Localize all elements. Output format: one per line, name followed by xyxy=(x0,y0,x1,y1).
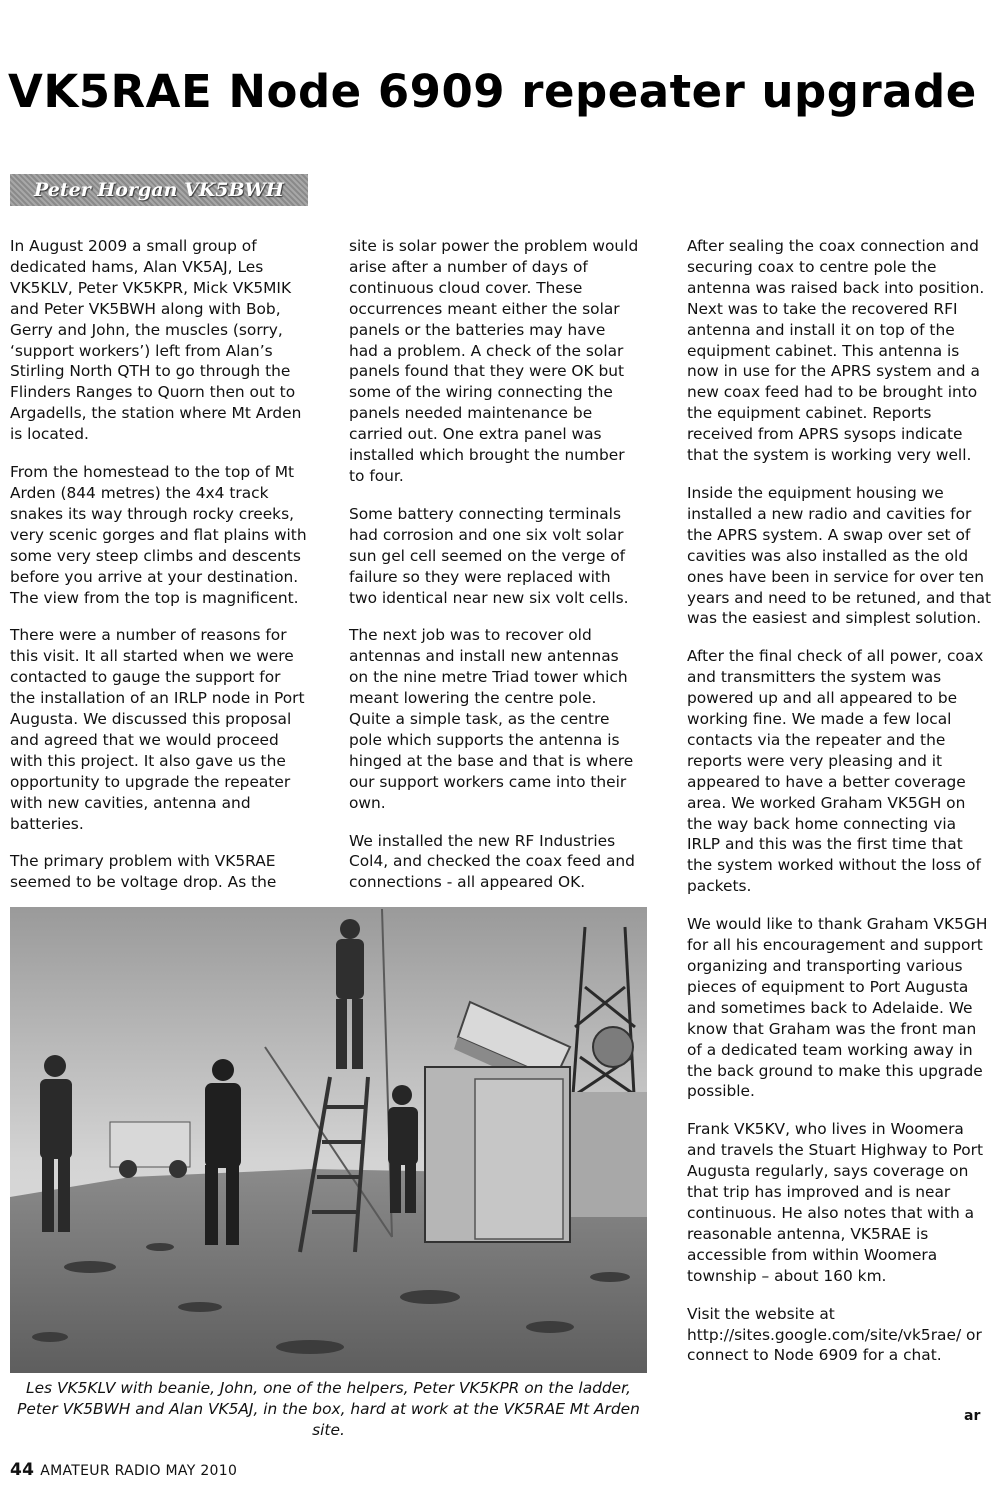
paragraph: After the final check of all power, coax and transmitters the system was powered up and all appeared to be working fine. We made a few local contacts via the repeater and the reports were very pleasing and it appeared to have a better coverage area. We worked Graham VK5GH on the way back home connecting via IRLP and this was the first time that the system worked without the loss of packets. xyxy=(687,647,984,896)
text-column-2 xyxy=(349,236,639,910)
paragraph: There were a number of reasons for this visit. It all started when we were contacted to gauge the support for the installation of an IRLP node in Port Augusta. We discussed this proposal and agreed that we would proceed with this project. It also gave us the opportunity to upgrade the repeater with new cavities, antenna and batteries. xyxy=(10,626,305,833)
paragraph: After sealing the coax connection and securing coax to centre pole the antenna was raised back into position. Next was to take the recovered RFI antenna and install it on top of the equipment cabinet. This antenna is now in use for the APRS system and a new coax feed had to be brought into the equipment cabinet. Reports received from APRS sysops indicate that the system is working very well. xyxy=(687,237,985,465)
paragraph: From the homestead to the top of Mt Arden (844 metres) the 4x4 track snakes its way through rocky creeks, very scenic gorges and flat plains with some very steep climbs and descents before you arrive at your destination. The view from the top is magnificent. xyxy=(10,463,307,607)
paragraph: The next job was to recover old antennas and install new antennas on the nine metre Triad tower which meant lowering the centre pole. Quite a simple task, as the centre pole which supports the antenna is hinged at the base and that is where our support workers came into their own. xyxy=(349,626,634,812)
paragraph: site is solar power the problem would arise after a number of days of continuous cloud cover. These occurrences meant either the solar panels or the batteries may have had a problem. A check of the solar panels found that they were OK but some of the wiring connecting the panels needed maintenance be carried out. One extra panel was installed which brought the number to four. xyxy=(349,237,639,485)
paragraph: Visit the website at http://sites.google.com/site/vk5rae/ or connect to Node 6909 for a chat. xyxy=(687,1304,982,1365)
paragraph: We installed the new RF Industries Col4, and checked the coax feed and connections - all appeared OK. xyxy=(349,831,635,892)
paragraph: The primary problem with VK5RAE seemed to be voltage drop. As the xyxy=(10,852,277,892)
page-number: 44 xyxy=(10,1460,35,1480)
paragraph: In August 2009 a small group of dedicated hams, Alan VK5AJ, Les VK5KLV, Peter VK5KPR, Mick VK5MIK and Peter VK5BWH along with Bob, Gerry and John, the muscles (sorry, ‘support workers’) left from Alan’s Stirling North QTH to go through the Flinders Ranges to Quorn then out to Argadells, the station where Mt Arden is located. xyxy=(10,237,302,444)
paragraph: We would like to thank Graham VK5GH for all his encouragement and support organizing and transporting various pieces of equipment to Port Augusta and sometimes back to Adelaide. We know that Graham was the front man of a dedicated team working away in the back ground to make this upgrade possible. xyxy=(687,915,988,1101)
paragraph: Frank VK5KV, who lives in Woomera and travels the Stuart Highway to Port Augusta regularly, says coverage on that trip has improved and is near continuous. He also notes that with a reasonable antenna, VK5RAE is accessible from within Woomera township – about 160 km. xyxy=(687,1120,984,1285)
article-end-mark: ar xyxy=(964,1408,981,1424)
site-photo xyxy=(10,907,647,1373)
article-title: VK5RAE Node 6909 repeater upgrade xyxy=(8,65,977,118)
paragraph: Some battery connecting terminals had corrosion and one six volt solar sun gel cell seemed on the verge of failure so they were replaced with two identical near new six volt cells. xyxy=(349,504,629,607)
publication-title: AMATEUR RADIO MAY 2010 xyxy=(40,1463,238,1479)
photo-caption: Les VK5KLV with beanie, John, one of the helpers, Peter VK5KPR on the ladder, Peter VK5BWH and Alan VK5AJ, in the box, hard at work at the VK5RAE Mt Arden site. xyxy=(17,1379,640,1439)
author-byline-banner xyxy=(10,174,308,206)
author-byline: Peter Horgan VK5BWH xyxy=(34,179,284,201)
page-footer xyxy=(10,1460,237,1480)
text-column-1 xyxy=(10,236,310,910)
text-column-3 xyxy=(687,236,992,1383)
paragraph: Inside the equipment housing we installed a new radio and cavities for the APRS system. A swap over set of cavities was also installed as the old ones have been in service for over ten years and need to be retuned, and that was the easiest and simplest solution. xyxy=(687,483,992,628)
